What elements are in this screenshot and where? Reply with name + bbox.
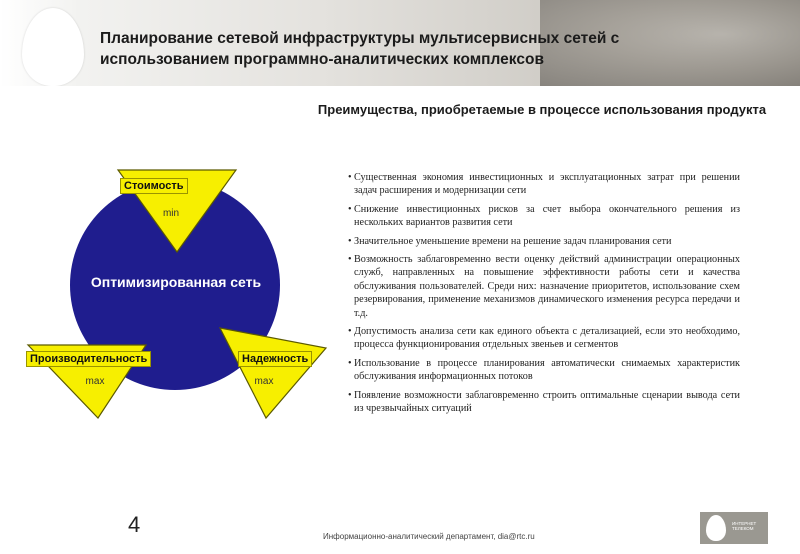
list-item: • Возможность заблаговременно вести оценку действий администрации операционных служб, направленных на повышение эффективности работы сети и качества обслуживания пользователей. Среди них: назначение приоритетов, использование схем резервирования, применение механизмов динамического изменения ресурса передачи и т.д. — [348, 254, 740, 319]
reliability-triangle — [220, 328, 326, 418]
bullet-dot-icon: • — [348, 357, 352, 369]
list-item: • Появление возможности заблаговременно строить оптимальные сценарии вывода сети из чрезвычайных ситуаций — [348, 389, 740, 415]
optimization-diagram — [20, 150, 340, 450]
page-number: 4 — [128, 512, 141, 537]
list-item: • Допустимость анализа сети как единого объекта с детализацией, если это необходимо, процесса функционирования отдельных звеньев и сегментов — [348, 326, 740, 351]
footer-logo — [700, 512, 768, 544]
benefits-list — [348, 171, 740, 421]
logo-egg-icon — [706, 515, 726, 541]
diagram-graphic — [20, 150, 340, 450]
slide-title: Планирование сетевой инфраструктуры мультисервисных сетей с использованием программно-аналитических комплексов — [100, 30, 620, 68]
cost-label: Стоимость — [120, 178, 188, 194]
reliability-label: Надежность — [238, 351, 312, 367]
cost-value: min — [162, 208, 180, 219]
reliability-value: max — [254, 376, 274, 387]
center-label: Оптимизированная сеть — [90, 274, 262, 290]
logo-egg-icon — [22, 8, 84, 86]
footer-logo-text: ИНТЕРНЕТ ТЕЛЕКОМ — [732, 521, 757, 531]
footer-text: Информационно-аналитический департамент, dia@rtc.ru — [323, 532, 535, 541]
header-banner — [0, 0, 800, 86]
list-item: • Значительное уменьшение времени на решение задач планирования сети — [348, 235, 672, 247]
performance-label: Производительность — [26, 351, 151, 367]
bullet-dot-icon: • — [348, 389, 352, 401]
bullet-dot-icon: • — [348, 235, 352, 247]
bullet-dot-icon: • — [348, 172, 352, 183]
performance-value: max — [85, 376, 105, 387]
bullet-dot-icon: • — [348, 254, 352, 266]
list-item: • Использование в процессе планирования автоматически снимаемых характеристик обслуживания информационных потоков — [348, 357, 740, 383]
list-item: • Снижение инвестиционных рисков за счет выбора окончательного решения из нескольких вариантов развития сети — [348, 203, 740, 229]
list-item: • Существенная экономия инвестиционных и эксплуатационных затрат при решении задач расширения и модернизации сети — [348, 172, 740, 197]
section-subtitle: Преимущества, приобретаемые в процессе использования продукта — [317, 102, 767, 117]
bullet-dot-icon: • — [348, 203, 352, 215]
bullet-dot-icon: • — [348, 326, 352, 338]
